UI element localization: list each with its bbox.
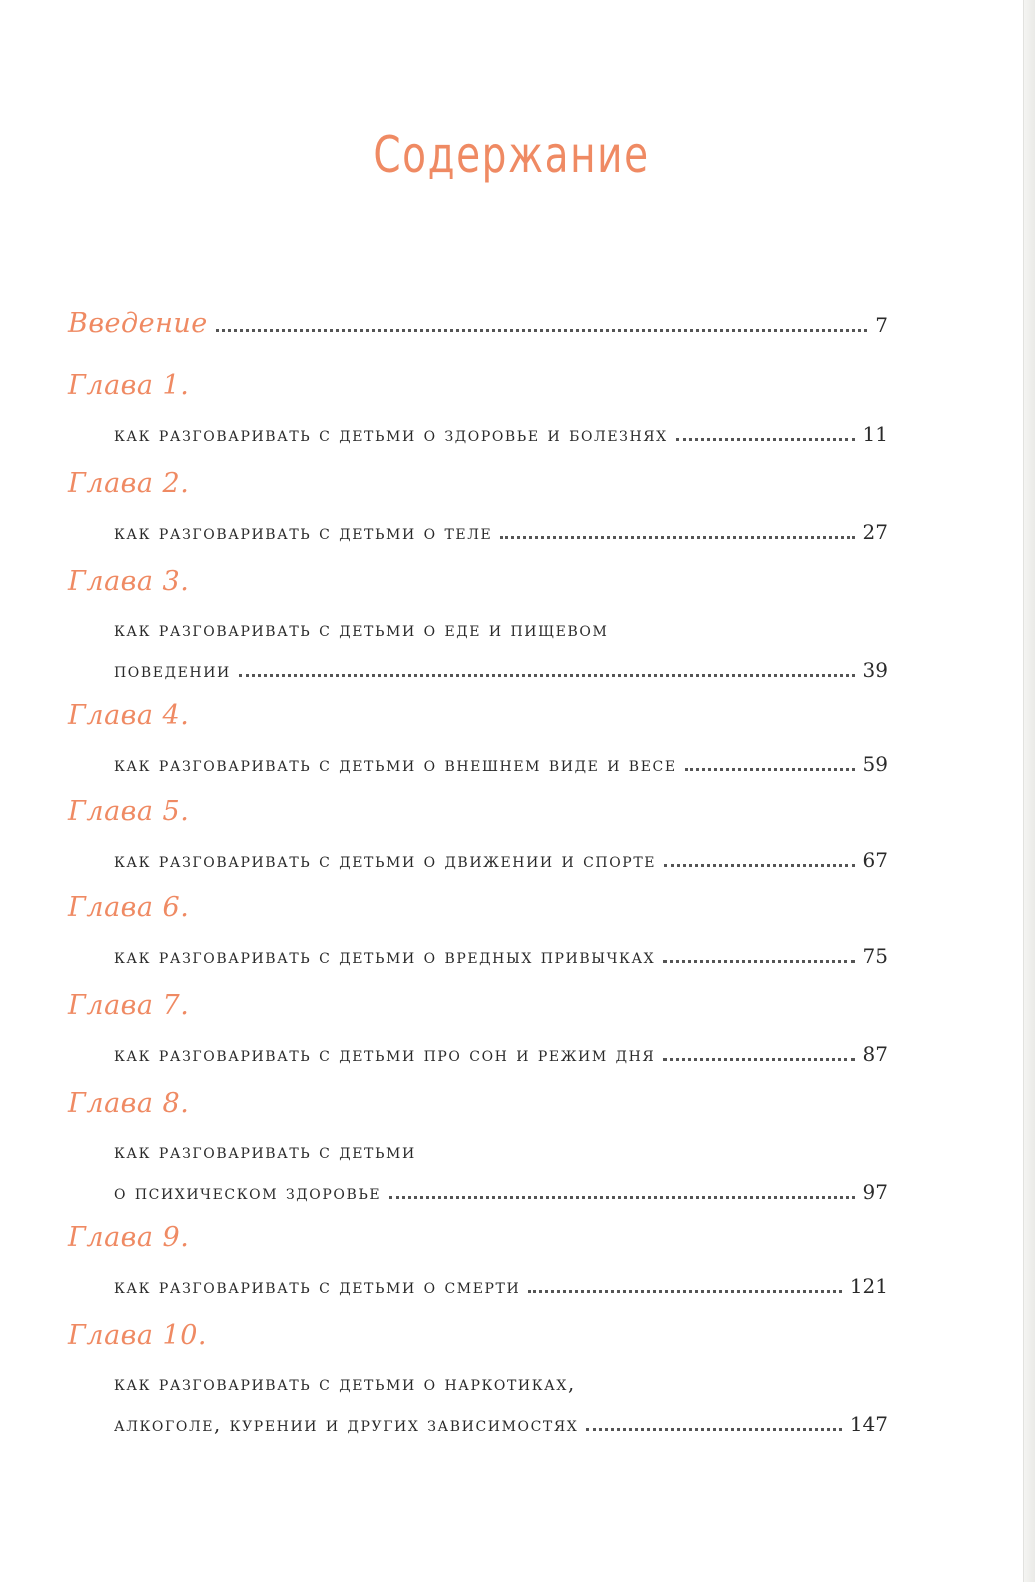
leader-dots <box>663 1057 854 1061</box>
chapter-label: Глава 3. <box>68 566 190 597</box>
chapter-heading <box>68 370 189 401</box>
toc-entry-line[interactable] <box>114 1180 888 1205</box>
page-number: 75 <box>862 944 888 968</box>
chapter-heading <box>68 1320 207 1351</box>
page-number: 59 <box>862 752 888 776</box>
entry-title: как разговаривать с детьми <box>114 1140 416 1163</box>
chapter-heading <box>68 1222 189 1253</box>
page-number: 39 <box>862 658 888 682</box>
chapter-label: Глава 1. <box>68 370 190 401</box>
chapter-label: Глава 5. <box>68 796 190 827</box>
toc-entry-intro[interactable] <box>68 308 888 339</box>
leader-dots <box>663 959 854 963</box>
chapter-heading <box>68 1088 189 1119</box>
leader-dots <box>586 1427 842 1431</box>
entry-title: как разговаривать с детьми о здоровье и болезнях <box>114 423 668 446</box>
entry-title: о психическом здоровье <box>114 1181 382 1204</box>
toc-entry-line[interactable] <box>114 1372 576 1395</box>
chapter-heading <box>68 566 189 597</box>
entry-title: как разговаривать с детьми о движении и спорте <box>114 849 657 872</box>
leader-dots <box>239 673 855 677</box>
chapter-label: Глава 2. <box>68 468 190 499</box>
chapter-label: Глава 7. <box>68 990 190 1021</box>
page-number: 27 <box>862 520 888 544</box>
entry-title: как разговаривать с детьми о внешнем виде и весе <box>114 753 677 776</box>
leader-dots <box>685 767 855 771</box>
chapter-heading <box>68 468 189 499</box>
page-number: 147 <box>849 1412 888 1436</box>
page-number: 121 <box>849 1274 888 1298</box>
chapter-heading <box>68 700 189 731</box>
chapter-heading <box>68 892 189 923</box>
page-title: Содержание <box>373 126 650 184</box>
toc-entry-line[interactable] <box>114 1140 416 1163</box>
intro-label: Введение <box>68 308 208 339</box>
entry-title: алкоголе, курении и других зависимостях <box>114 1413 579 1436</box>
toc-entry-line[interactable] <box>114 1412 888 1437</box>
chapter-label: Глава 9. <box>68 1222 190 1253</box>
leader-dots <box>676 437 855 441</box>
leader-dots <box>528 1289 842 1293</box>
entry-title: как разговаривать с детьми о теле <box>114 521 493 544</box>
chapter-label: Глава 6. <box>68 892 190 923</box>
chapter-heading <box>68 796 189 827</box>
entry-title: поведении <box>114 659 231 682</box>
toc-entry-line[interactable] <box>114 658 888 683</box>
toc-entry-line[interactable] <box>114 944 888 969</box>
entry-title: как разговаривать с детьми о наркотиках, <box>114 1372 576 1395</box>
toc-entry-line[interactable] <box>114 752 888 777</box>
leader-dots <box>500 535 854 539</box>
leader-dots <box>389 1195 854 1199</box>
entry-title: как разговаривать с детьми о еде и пищевом <box>114 618 609 641</box>
entry-title: как разговаривать с детьми о вредных привычках <box>114 945 656 968</box>
leader-dots <box>664 863 854 867</box>
chapter-label: Глава 8. <box>68 1088 190 1119</box>
page-edge <box>1023 0 1035 1582</box>
toc-entry-line[interactable] <box>114 848 888 873</box>
page-number: 11 <box>862 422 888 446</box>
toc-entry-line[interactable] <box>114 618 608 641</box>
page-number: 7 <box>875 313 888 337</box>
chapter-label: Глава 10. <box>68 1320 207 1351</box>
page-number: 67 <box>862 848 888 872</box>
chapter-label: Глава 4. <box>68 700 190 731</box>
leader-dots <box>216 328 867 332</box>
chapter-heading <box>68 990 189 1021</box>
toc-entry-line[interactable] <box>114 1042 888 1067</box>
toc-entry-line[interactable] <box>114 1274 888 1299</box>
page-number: 87 <box>862 1042 888 1066</box>
toc-entry-line[interactable] <box>114 520 888 545</box>
toc-entry-line[interactable] <box>114 422 888 447</box>
entry-title: как разговаривать с детьми о смерти <box>114 1275 521 1298</box>
entry-title: как разговаривать с детьми про сон и режим дня <box>114 1043 656 1066</box>
page-number: 97 <box>862 1180 888 1204</box>
